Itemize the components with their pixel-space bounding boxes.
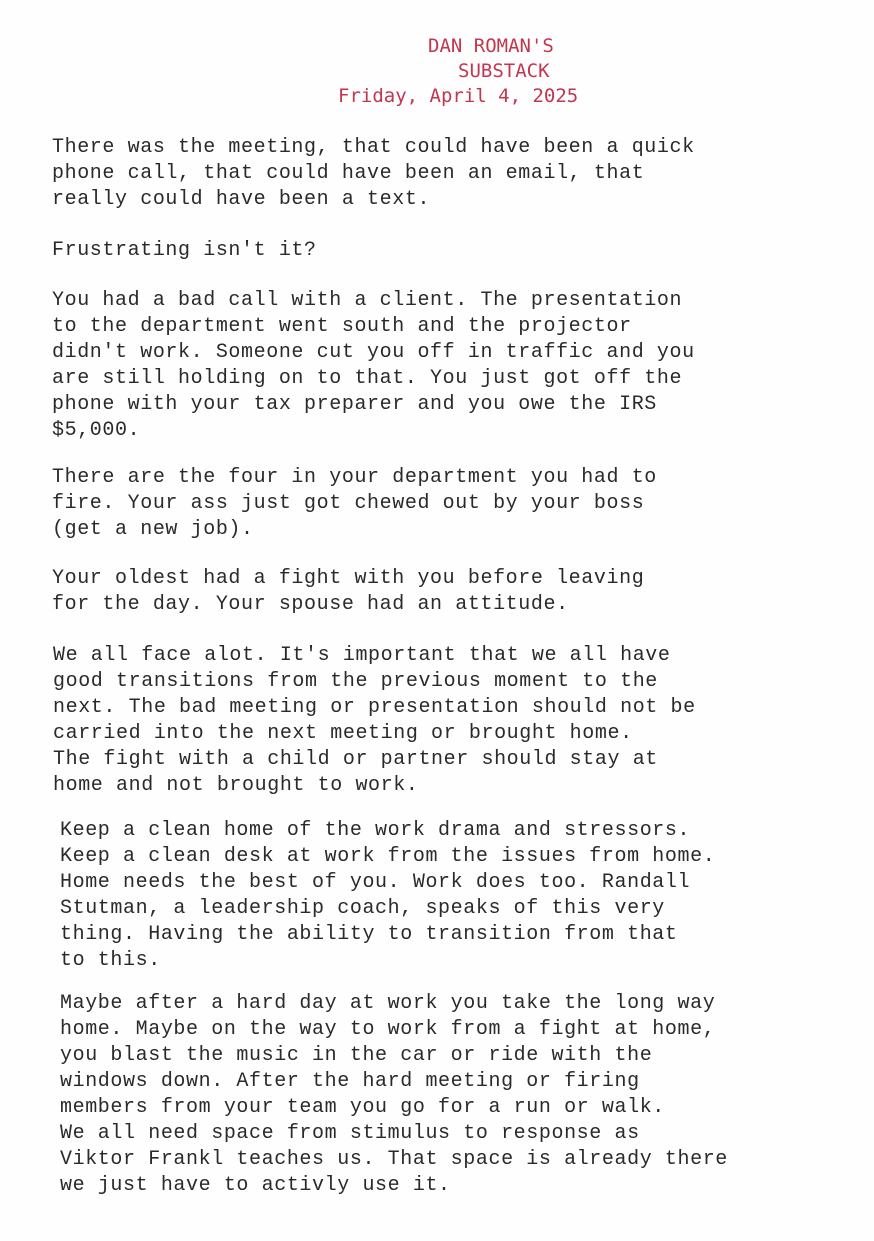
paragraph-frustrating [52,238,852,264]
text-line: didn't work. Someone cut you off in traffic and you [52,341,695,364]
text-line: Home needs the best of you. Work does too. Randall [60,871,691,894]
text-line: good transitions from the previous moment to the [53,670,658,693]
text-line: phone with your tax preparer and you owe the IRS [52,393,657,416]
text-line: Keep a clean home of the work drama and stressors. [60,819,691,842]
text-line: fire. Your ass just got chewed out by your boss [52,492,645,515]
header-publication: SUBSTACK [458,60,550,82]
text-line: The fight with a child or partner should stay at [53,748,658,771]
text-line: Your oldest had a fight with you before leaving [52,567,645,590]
text-line: thing. Having the ability to transition from that [60,923,678,946]
text-line: $5,000. [52,419,141,442]
text-line: We all face alot. It's important that we all have [53,644,671,667]
paragraph-bad-call [52,288,852,444]
text-line: home and not brought to work. [53,774,419,797]
text-line: phone call, that could have been an email, that [52,162,645,185]
text-line: Stutman, a leadership coach, speaks of this very [60,897,665,920]
text-line: (get a new job). [52,518,254,541]
text-line: There are the four in your department you had to [52,466,657,489]
text-line: you blast the music in the car or ride with the [60,1044,653,1067]
text-line: next. The bad meeting or presentation should not be [53,696,696,719]
paragraph-family [52,566,852,618]
text-line: Viktor Frankl teaches us. That space is already there [60,1148,728,1171]
text-line: windows down. After the hard meeting or firing [60,1070,640,1093]
text-line: Maybe after a hard day at work you take the long way [60,992,716,1015]
text-line: really could have been a text. [52,188,431,211]
paragraph-transitions [53,643,853,799]
text-line: to the department went south and the projector [52,315,632,338]
text-line: we just have to activly use it. [60,1174,451,1197]
text-line: to this. [60,949,161,972]
text-line: Frustrating isn't it? [52,239,317,262]
text-line: We all need space from stimulus to response as [60,1122,640,1145]
text-line: carried into the next meeting or brought home. [53,722,633,745]
text-line: home. Maybe on the way to work from a fight at home, [60,1018,716,1041]
text-line: are still holding on to that. You just got off the [52,367,683,390]
text-line: There was the meeting, that could have been a quick [52,136,695,159]
text-line: members from your team you go for a run or walk. [60,1096,665,1119]
text-line: for the day. Your spouse had an attitude. [52,593,569,616]
header-date: Friday, April 4, 2025 [338,85,579,107]
paragraph-fired [52,465,852,543]
text-line: You had a bad call with a client. The presentation [52,289,683,312]
header-author: DAN ROMAN'S [428,35,554,57]
text-line: Keep a clean desk at work from the issues from home. [60,845,716,868]
paragraph-space [60,991,860,1199]
paragraph-meeting [52,135,852,213]
paragraph-clean-home [60,818,860,974]
